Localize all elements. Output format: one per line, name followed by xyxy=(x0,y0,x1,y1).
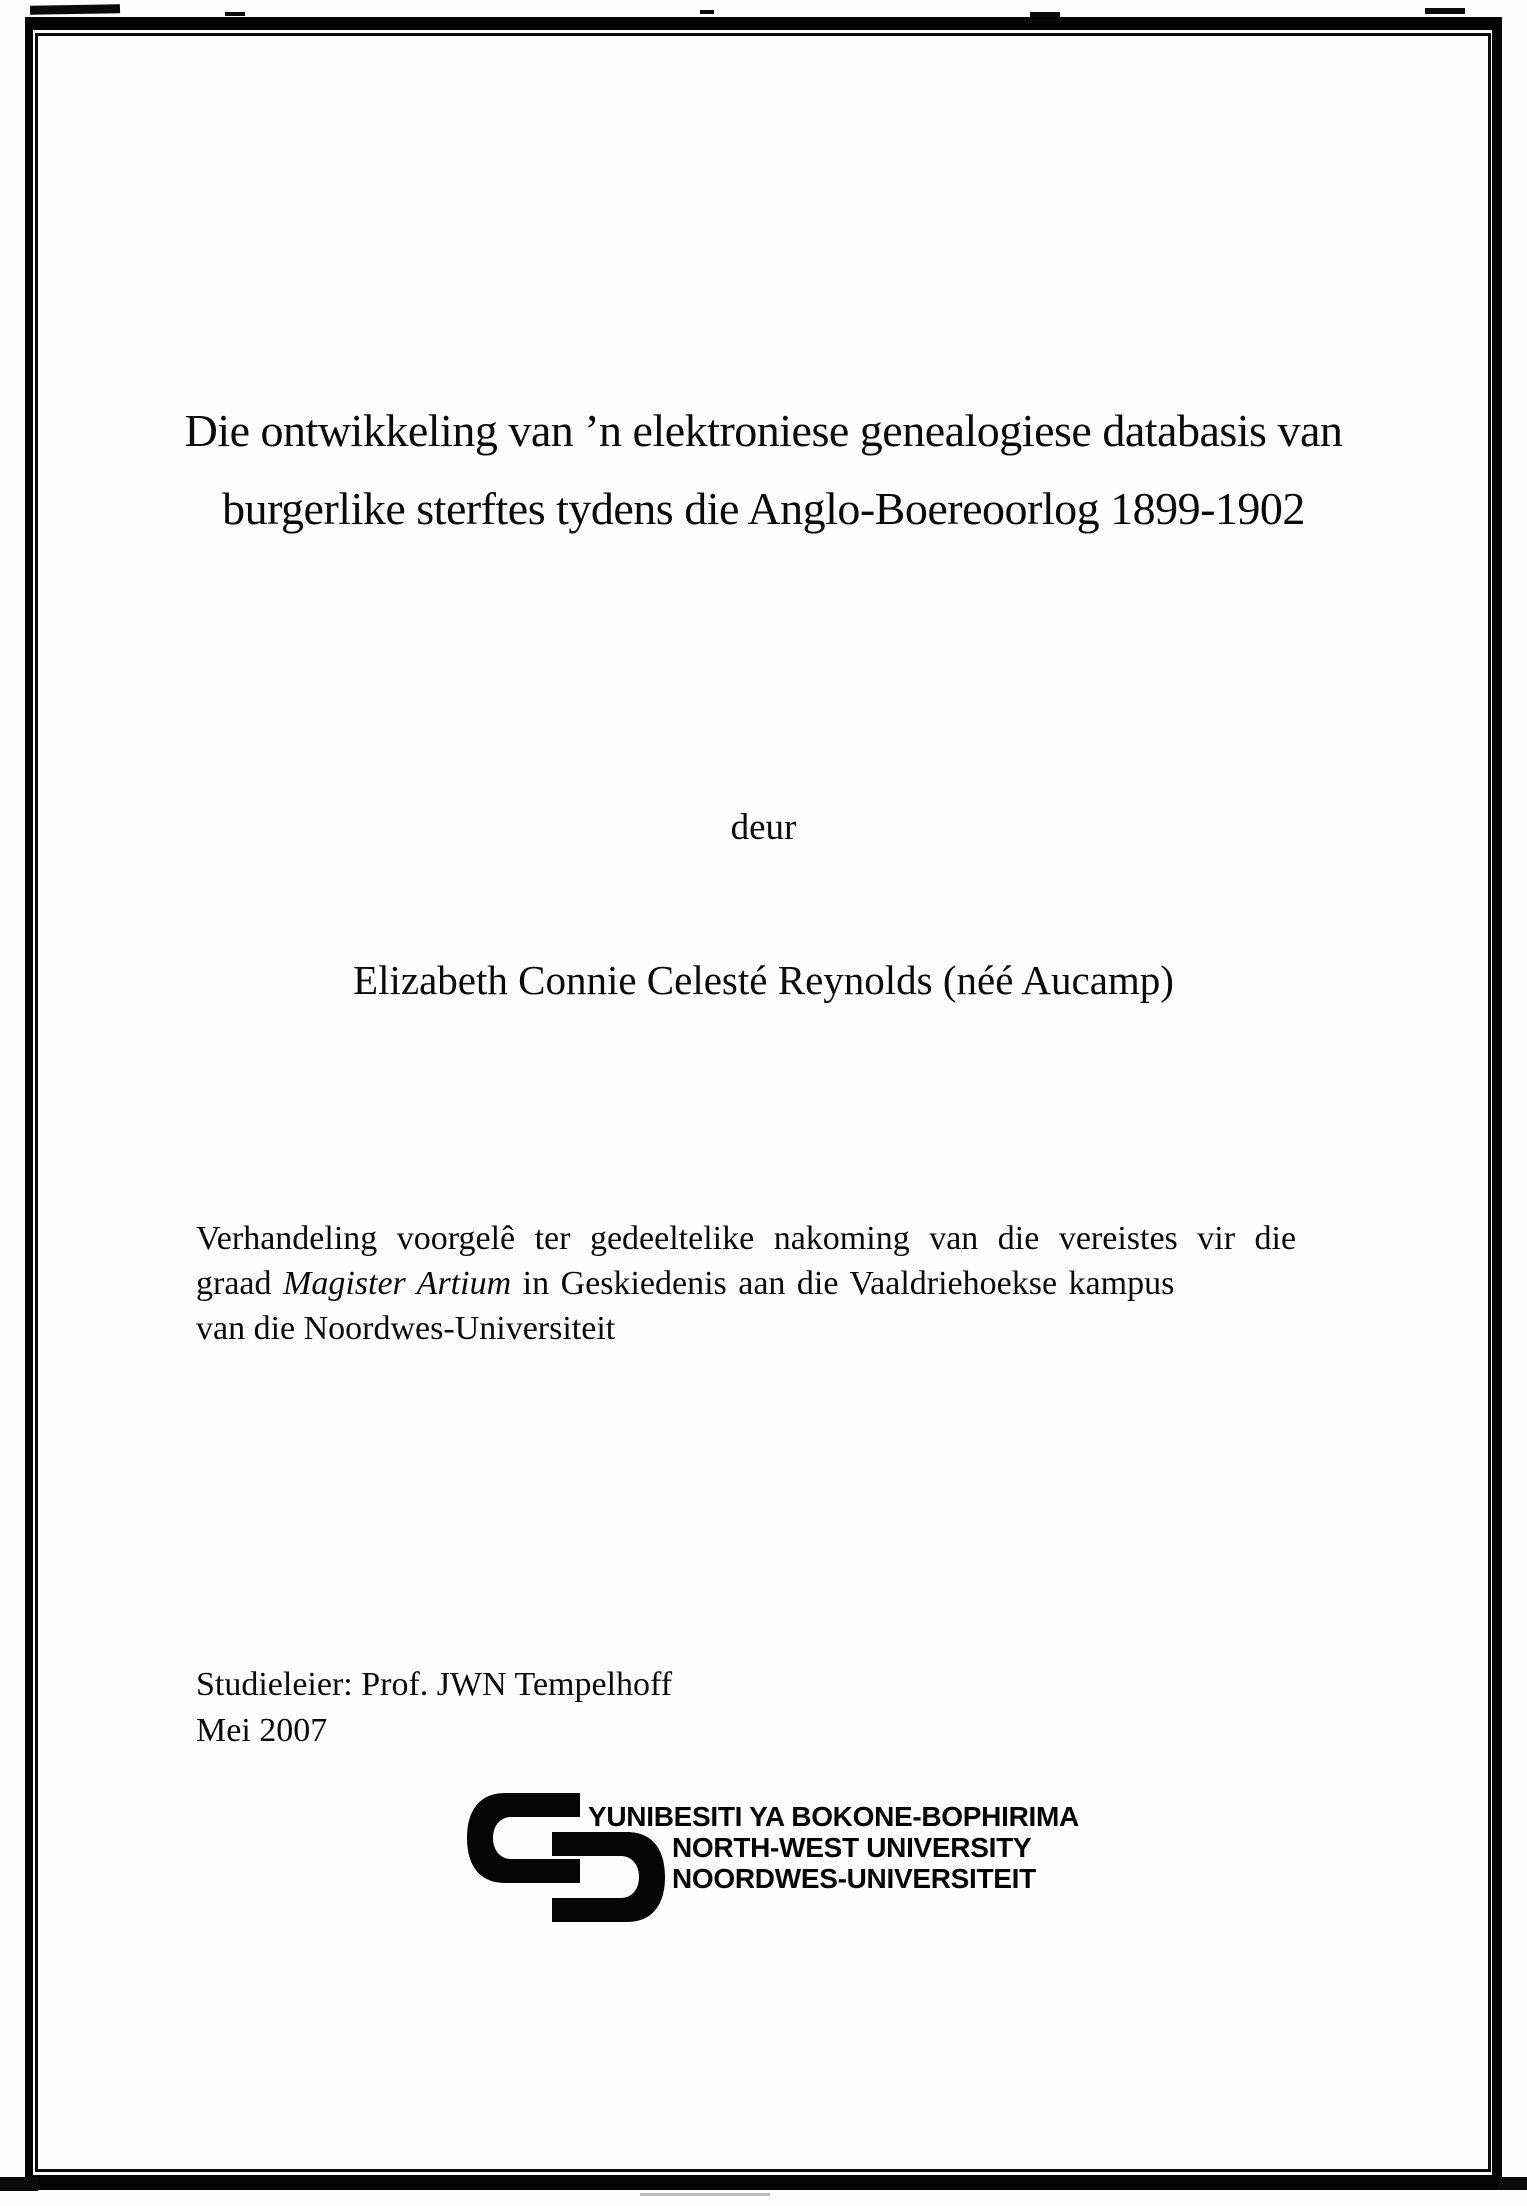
statement-campus-text: in Geskiedenis aan die Vaaldriehoekse kampus xyxy=(511,1265,1175,1302)
logo-line-setswana: YUNIBESITI YA BOKONE-BOPHIRIMA xyxy=(588,1801,1079,1832)
scan-artifact xyxy=(1425,8,1465,14)
scan-artifact xyxy=(1030,12,1060,17)
title-line-1: Die ontwikkeling van ’n elektroniese genealogiese databasis van xyxy=(184,405,1343,456)
scan-artifact xyxy=(225,12,245,16)
submission-date: Mei 2007 xyxy=(196,1712,328,1749)
statement-degree-name: Magister Artium xyxy=(283,1265,512,1302)
statement-line-2 xyxy=(196,1261,1364,1306)
scan-artifact xyxy=(700,10,714,14)
thesis-title xyxy=(80,392,1447,548)
thesis-statement xyxy=(196,1216,1364,1351)
supervisor-name: Studieleier: Prof. JWN Tempelhoff xyxy=(196,1666,673,1703)
statement-line-3: van die Noordwes-Universiteit xyxy=(196,1310,616,1347)
statement-line-1: Verhandeling voorgelê ter gedeeltelike nakoming van die vereistes vir die xyxy=(196,1220,1297,1257)
scan-artifact xyxy=(30,4,120,15)
scan-artifact xyxy=(1498,2177,1527,2190)
byline: deur xyxy=(730,807,797,848)
university-wordmark xyxy=(588,1801,1079,1894)
logo-line-english: NORTH-WEST UNIVERSITY xyxy=(672,1832,1032,1863)
author-name: Elizabeth Connie Celesté Reynolds (néé Aucamp) xyxy=(353,957,1174,1003)
supervisor-block xyxy=(196,1662,672,1754)
title-line-2: burgerlike sterftes tydens die Anglo-Boereoorlog 1899-1902 xyxy=(222,483,1305,534)
logo-line-afrikaans: NOORDWES-UNIVERSITEIT xyxy=(672,1863,1036,1894)
scan-artifact xyxy=(640,2193,770,2196)
statement-degree-prefix: graad xyxy=(196,1265,284,1302)
scan-artifact xyxy=(0,2177,38,2191)
